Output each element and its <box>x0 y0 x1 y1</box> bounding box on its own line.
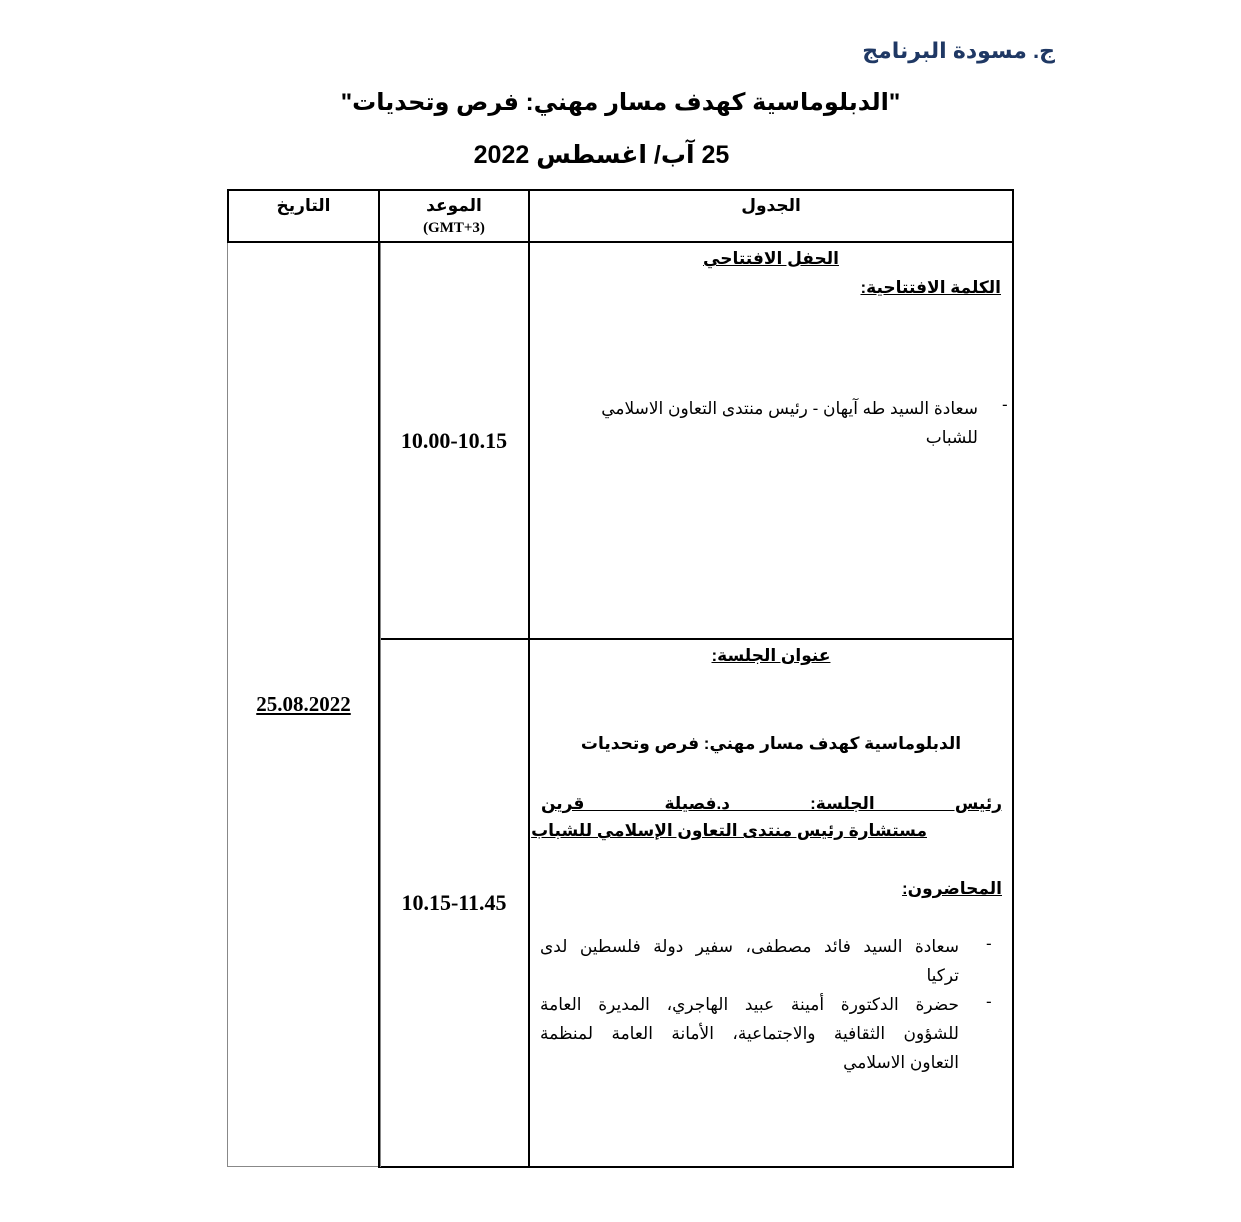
document-title: "الدبلوماسية كهدف مسار مهني: فرص وتحديات" <box>340 89 901 116</box>
bullet-dash: - <box>1002 395 1008 414</box>
row-1-heading-wrap <box>530 246 1012 272</box>
speaker-line: سعادة السيد فائد مصطفى، سفير دولة فلسطين لدى <box>540 937 959 956</box>
row-2-time: 10.15-11.45 <box>401 890 507 915</box>
header-schedule: الجدول <box>741 196 801 215</box>
opening-speech-label: الكلمة الافتتاحية: <box>860 278 1001 297</box>
speaker-line: حضرة الدكتورة أمينة عبيد الهاجري، المديرة العامة <box>540 995 959 1014</box>
header-time-zone: (GMT+3) <box>423 220 485 236</box>
table-right-border <box>1012 189 1014 1168</box>
session-title: الدبلوماسية كهدف مسار مهني: فرص وتحديات <box>580 734 962 753</box>
header-date: التاريخ <box>276 196 331 215</box>
speaker-item-2 <box>540 990 959 1077</box>
table-bottom-border <box>379 1166 1014 1168</box>
row-1-time: 10.00-10.15 <box>400 428 508 453</box>
session-chair: رئيس الجلسة: د.فصيلة قرين <box>541 794 1002 813</box>
bullet-dash: - <box>986 992 992 1011</box>
session-label-wrap <box>530 643 1012 669</box>
column-divider-1-inner <box>380 243 381 1167</box>
speaker-item-1 <box>540 932 959 990</box>
speaker-line: للشؤون الثقافية والاجتماعية، الأمانة العامة لمنظمة <box>540 1024 959 1043</box>
speaker-line: سعادة السيد طه آيهان - رئيس منتدى التعاون الاسلامي <box>601 399 978 418</box>
table-left-border <box>227 243 228 1167</box>
event-date: 25 آب/ اغسطس 2022 <box>473 141 730 169</box>
bullet-dash: - <box>986 934 992 953</box>
speaker-line: تركيا <box>926 966 959 985</box>
speaker-line: للشباب <box>925 428 978 447</box>
session-chair-title-wrap <box>531 818 927 844</box>
session-chair-title: مستشارة رئيس منتدى التعاون الإسلامي للشباب <box>531 821 927 840</box>
row-1-speaker-item <box>540 394 978 452</box>
opening-ceremony-heading: الحفل الافتتاحي <box>703 249 839 268</box>
date-cell-bottom-border <box>227 1166 379 1167</box>
date-cell: 25.08.2022 <box>256 692 351 716</box>
session-label: عنوان الجلسة: <box>711 646 831 665</box>
section-heading: ج. مسودة البرنامج <box>862 38 1055 63</box>
header-time: الموعد <box>426 196 482 215</box>
speakers-label: المحاضرون: <box>902 879 1002 898</box>
speaker-line: التعاون الاسلامي <box>843 1053 959 1072</box>
header-bottom-border <box>227 241 1014 243</box>
speakers-label-wrap <box>902 876 1002 902</box>
row-divider <box>379 638 1014 640</box>
column-divider-2 <box>528 189 530 1168</box>
table-top-border <box>227 189 1014 191</box>
row-1-subheading-wrap <box>860 275 1001 301</box>
